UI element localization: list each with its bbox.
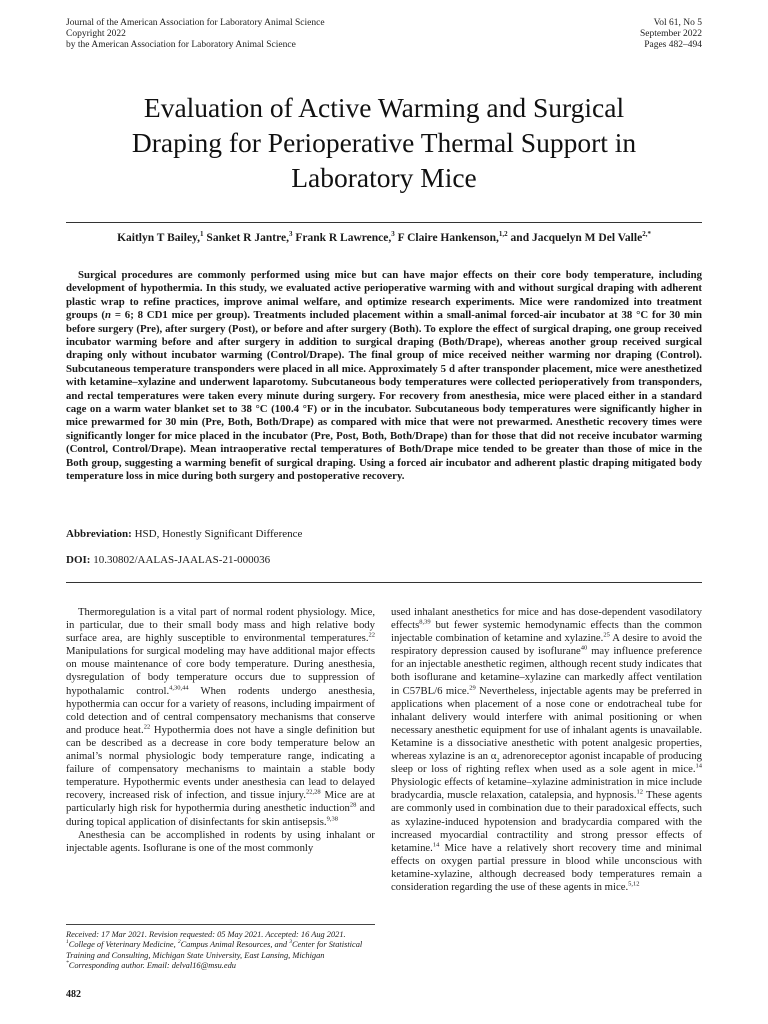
author-name: Frank R Lawrence,	[292, 232, 392, 244]
doi-label: DOI:	[66, 554, 91, 566]
citation: 12	[636, 788, 644, 796]
article-title	[70, 90, 698, 195]
doi	[66, 553, 702, 567]
affiliation-mark: 3	[288, 230, 293, 239]
affiliation-mark: 1	[200, 230, 204, 239]
citation: 5,12	[628, 880, 640, 888]
author-list	[66, 231, 702, 245]
abstract-divider	[66, 582, 702, 583]
subscript: 2	[496, 757, 500, 765]
corresponding-author: *Corresponding author. Email: delval16@msu.edu	[66, 960, 236, 971]
citation: 22	[143, 723, 151, 731]
author-name: and Jacquelyn M Del Valle	[507, 232, 643, 244]
affiliation-mark: 3	[391, 230, 395, 239]
affiliation-mark: 1,2	[498, 230, 508, 239]
body-paragraph: Thermoregulation is a vital part of normal rodent physiology. Mice, in particular, due to their small body mass and high relative body surface area, are highly susceptible to environmental temperatures.$^{22}$ Manipulations for surgical modeling may have additional major effects on mouse maintenance of core body temperature. During anesthesia, dysregulation of body temperature occurs due to suppression of hypothalamic control.$^{4,30,44}$ When rodents undergo anesthesia, hypothermia can occur for a variety of reasons, including impairment of cold detection and of central compensatory mechanisms that conserve and produce heat.$^{22}$ Hypothermia does not have a single definition but can be described as a decrease in core body temperature below an animal’s normal physiologic body temperature range, indicating a failure of compensatory mechanisms to maintain a stable body temperature. Hypothermic events under anesthesia can lead to delayed recovery, increased risk of infection, and tissue injury.$^{22,28}$ Mice are at particularly high risk for hypothermia during anesthetic induction$^{28}$ and during topical application of disinfectants for skin antisepsis.$^{9,38}$	[66, 606, 375, 828]
citation: 22,28	[305, 788, 321, 796]
affiliations: $^1$College of Veterinary Medicine, $^2$Campus Animal Resources, and $^3$Center for Statistical Training and Consulting, Michigan State University, East Lansing, Michigan	[66, 939, 363, 960]
body-paragraph: Anesthesia can be accomplished in rodents by using inhalant or injectable agents. Isoflurane is one of the most commonly	[66, 828, 375, 854]
citation: 22	[368, 631, 375, 639]
affiliation-mark: 2,*	[642, 230, 651, 239]
author-name: Sanket R Jantre,	[203, 232, 289, 244]
page-number: 482	[66, 989, 81, 1000]
citation: 8,39	[419, 618, 431, 626]
volume-number: Vol 61, No 5	[653, 18, 702, 28]
body-column-left	[66, 606, 375, 855]
abstract: Surgical procedures are commonly performed using mice but can have major effects on their core body temperature, including development of hypothermia. In this study, we evaluated active perioperative warming with and without surgical draping with adherent plastic wrap to refine practices, improve animal welfare, and optimize research experiments. Mice were randomized into treatment groups (n = 6; 8 CD1 mice per group). Treatments included placement within a small-animal forced-air incubator at 38 °C for 30 min before surgery (Pre), after surgery (Post), or before and after surgery (Both). To explore the effect of surgical draping, one group received incubator warming before and after surgery in addition to surgical draping (Both/Drape), whereas another group received surgical draping only without incubator warming (Control/Drape). The final group of mice received neither warming nor draping (Control). Subcutaneous temperature transponders were placed in all mice. Approximately 5 d after transponder placement, mice were anesthetized with ketamine–xylazine and underwent laparotomy. Subcutaneous body temperatures were collected perioperatively from transponders, and rectal temperatures were taken every minute during surgery. For recovery from anesthesia, mice were placed either in a standard cage on a warm water blanket set to 38 °C (100.4 °F) or in the incubator. Subcutaneous body temperatures were significantly higher in mice prewarmed for 30 min (Pre, Both, Both/Drape) as compared with mice that were not prewarmed. Anesthetic recovery times were significantly longer for mice placed in the incubator (Pre, Post, Both, Both/Drape) than for those that did not receive incubator warming (Control, Control/Drape). Mean intraoperative rectal temperatures of Both/Drape mice tended to be greater than those of mice in the Both group, suggesting a warming benefit of surgical draping. Using a forced air incubator and adherent plastic draping mitigated body temperature loss in mice during both surgery and postoperative recovery.	[66, 269, 702, 483]
journal-info	[66, 18, 325, 51]
title-line: Laboratory Mice	[291, 162, 477, 193]
citation: 25	[603, 631, 610, 639]
issue-info	[640, 18, 702, 51]
copyright-holder: by the American Association for Laboratory Animal Science	[66, 40, 296, 50]
citation: 9,38	[326, 814, 338, 822]
citation: 40	[580, 644, 588, 652]
abbreviation-label: Abbreviation:	[66, 528, 132, 540]
citation: 14	[695, 762, 702, 770]
doi-value[interactable]: 10.30802/AALAS-JAALAS-21-000036	[90, 554, 271, 566]
journal-name: Journal of the American Association for Laboratory Animal Science	[66, 18, 325, 28]
citation: 29	[469, 684, 476, 691]
body-paragraph: used inhalant anesthetics for mice and has dose-dependent vasodilatory effects$^{8,39}$ but fewer systemic hemodynamic effects than the common injectable combination of ketamine and xylazine.$^{25}$ A desire to avoid the respiratory depression caused by isoflurane$^{40}$ may influence preference for an injectable anesthetic regimen, although recent study indicates that both isoflurane and ketamine–xylazine can markedly affect ventilation in C57BL/6 mice.$^{29}$ Nevertheless, injectable agents may be preferred in applications when placement of a nose cone or endotracheal tube for inhalant delivery would interfere with animal positioning or when necessary anesthetic equipment for use of inhalant agents is unavailable. Ketamine is a dissociative anesthetic with potent analgesic properties, whereas xylazine is an $\alpha_2$ adrenoreceptor agonist incapable of producing sleep or loss of righting reflex when used as a sole agent in mice.$^{14}$ Physiologic effects of ketamine–xylazine administration in mice include bradycardia, muscle relaxation, catalepsia, and hypnosis.$^{12}$ These agents are commonly used in combination due to their paradoxical effects, such as xylazine-induced hypotension and bradycardia compared with the increased myocardial contractility and strong pressor effects of ketamine.$^{14}$ Mice have a relatively short recovery time and minimal effects on oxygen partial pressure in blood while unconscious with ketamine-xylazine, although decreased body temperatures remain a consideration regarding the use of these agents in mice.$^{5,12}$	[391, 606, 703, 893]
title-line: Evaluation of Active Warming and Surgical	[143, 92, 625, 123]
received-dates: Received: 17 Mar 2021. Revision requested: 05 May 2021. Accepted: 16 Aug 2021.	[66, 930, 346, 939]
article-footnotes	[66, 924, 375, 972]
page-range: Pages 482–494	[644, 40, 702, 50]
citation: 4,30,44	[169, 684, 189, 691]
copyright-line: Copyright 2022	[66, 29, 126, 39]
body-column-right	[391, 606, 702, 894]
title-divider	[66, 222, 702, 223]
abbreviation-text: HSD, Honestly Significant Difference	[131, 528, 303, 540]
author-name: F Claire Hankenson,	[394, 232, 499, 244]
author-name: Kaitlyn T Bailey,	[117, 232, 201, 244]
citation: 14	[432, 841, 440, 849]
title-line: Draping for Perioperative Thermal Support in	[131, 127, 637, 158]
citation: 28	[349, 801, 357, 809]
abbreviations	[66, 527, 702, 541]
issue-date: September 2022	[639, 29, 702, 39]
